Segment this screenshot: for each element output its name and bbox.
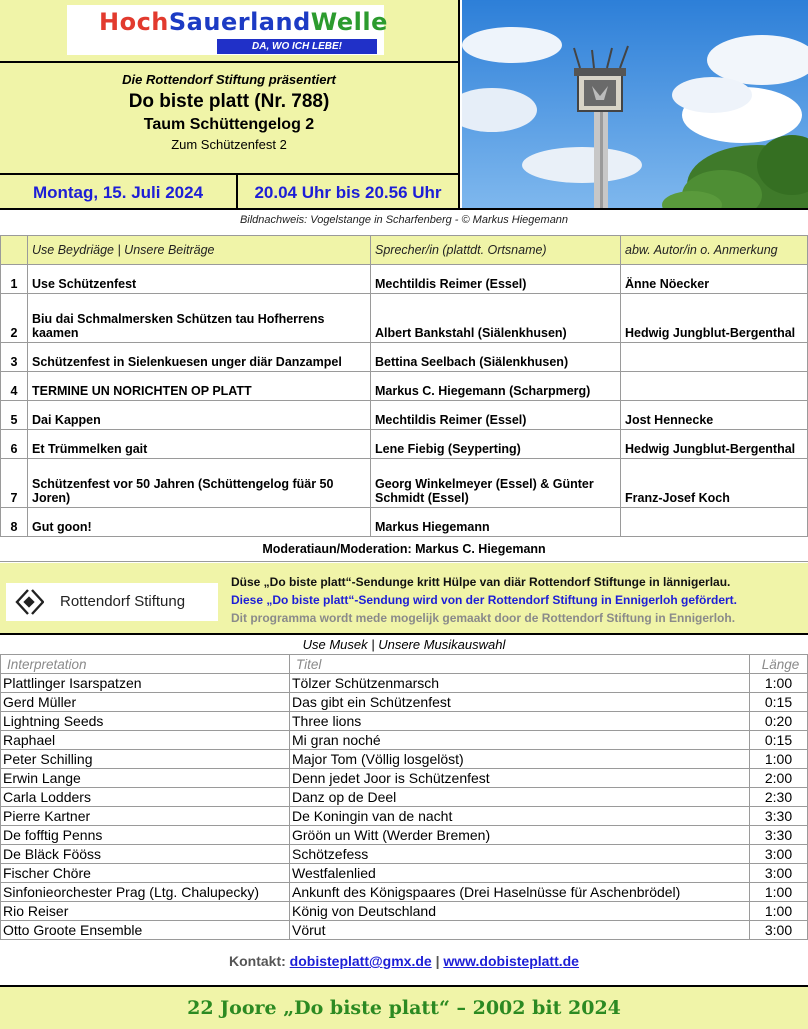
moderation-line: Moderatiaun/Moderation: Markus C. Hiegemann [0, 536, 808, 562]
header-cell-artist: Interpretation [1, 655, 290, 674]
song-title: De Koningin van de nacht [290, 807, 750, 826]
song-length: 1:00 [750, 883, 808, 902]
table-row [1, 265, 808, 294]
row-number: 4 [1, 372, 28, 401]
music-table-header [1, 655, 808, 674]
table-row [1, 826, 808, 845]
table-row [1, 294, 808, 343]
song-title: Denn jedet Joor is Schützenfest [290, 769, 750, 788]
artist: Peter Schilling [1, 750, 290, 769]
author-note: Änne Nöecker [621, 265, 808, 294]
contribution-title: Et Trümmelken gait [28, 430, 371, 459]
speaker: Mechtildis Reimer (Essel) [371, 401, 621, 430]
song-length: 0:15 [750, 731, 808, 750]
author-note [621, 343, 808, 372]
song-length: 1:00 [750, 674, 808, 693]
contribution-title: Schützenfest in Sielenkuesen unger diär Danzampel [28, 343, 371, 372]
speaker: Bettina Seelbach (Siälenkhusen) [371, 343, 621, 372]
song-length: 3:30 [750, 807, 808, 826]
artist: Pierre Kartner [1, 807, 290, 826]
row-number: 8 [1, 508, 28, 537]
table-row [1, 372, 808, 401]
table-row [1, 864, 808, 883]
artist: Rio Reiser [1, 902, 290, 921]
artist: De fofftig Penns [1, 826, 290, 845]
song-title: Tölzer Schützenmarsch [290, 674, 750, 693]
sponsor-line-dutch: Dit programma wordt mede mogelijk gemaakt door de Rottendorf Stiftung in Ennigerloh. [231, 611, 736, 625]
table-row [1, 674, 808, 693]
row-number: 1 [1, 265, 28, 294]
artist: Raphael [1, 731, 290, 750]
divider [0, 208, 808, 210]
contact-email-link[interactable]: dobisteplatt@gmx.de [289, 953, 432, 969]
table-row [1, 902, 808, 921]
artist: Gerd Müller [1, 693, 290, 712]
contact-separator: | [435, 953, 440, 969]
music-table [0, 654, 808, 940]
sponsor-logo [6, 583, 218, 621]
header-cell-title: Use Beydriäge | Unsere Beiträge [28, 236, 371, 265]
presenter-line: Die Rottendorf Stiftung präsentiert [122, 72, 336, 87]
speaker: Mechtildis Reimer (Essel) [371, 265, 621, 294]
photo-credit: Bildnachweis: Vogelstange in Scharfenberg - © Markus Hiegemann [239, 214, 569, 226]
sponsor-text [231, 573, 806, 627]
song-title: Schötzefess [290, 845, 750, 864]
table-row [1, 788, 808, 807]
table-row [1, 459, 808, 508]
station-slogan: DA, WO ICH LEBE! [217, 39, 377, 54]
song-title: Mi gran noché [290, 731, 750, 750]
episode-title: Taum Schüttengelog 2 [143, 116, 315, 133]
row-number: 2 [1, 294, 28, 343]
song-length: 3:00 [750, 921, 808, 940]
author-note: Franz-Josef Koch [621, 459, 808, 508]
song-title: König von Deutschland [290, 902, 750, 921]
song-title: Three lions [290, 712, 750, 731]
speaker: Georg Winkelmeyer (Essel) & Günter Schmidt (Essel) [371, 459, 621, 508]
artist: De Bläck Fööss [1, 845, 290, 864]
header-cell-num [1, 236, 28, 265]
contribution-title: Dai Kappen [28, 401, 371, 430]
table-row [1, 430, 808, 459]
song-title: Ankunft des Königspaares (Drei Haselnüsse für Aschenbrödel) [290, 883, 750, 902]
song-length: 0:15 [750, 693, 808, 712]
artist: Fischer Chöre [1, 864, 290, 883]
header-cell-length: Länge [750, 655, 808, 674]
song-length: 0:20 [750, 712, 808, 731]
header-photo [462, 0, 808, 210]
sponsor-line-platt: Düse „Do biste platt“-Sendunge kritt Hülpe van diär Rottendorf Stiftunge in lännigerlau. [231, 575, 731, 589]
anniversary-footer: 22 Joore „Do biste platt“ – 2002 bit 2024 [0, 985, 808, 1029]
song-title: Vörut [290, 921, 750, 940]
contribution-title: Use Schützenfest [28, 265, 371, 294]
song-length: 3:00 [750, 864, 808, 883]
contact-line [0, 953, 808, 969]
program-table [0, 235, 808, 537]
song-length: 1:00 [750, 902, 808, 921]
website-link[interactable]: www.dobisteplatt.de [443, 953, 579, 969]
row-number: 6 [1, 430, 28, 459]
table-row [1, 921, 808, 940]
broadcast-time: 20.04 Uhr bis 20.56 Uhr [254, 183, 442, 202]
station-logo-wordmark: HochSauerlandWelle [99, 8, 388, 36]
sponsor-diamond-icon [14, 588, 44, 616]
vogelstange-photo [462, 0, 808, 210]
sponsor-panel [0, 563, 808, 635]
song-length: 3:30 [750, 826, 808, 845]
table-row [1, 845, 808, 864]
author-note [621, 372, 808, 401]
header-cell-title: Titel [290, 655, 750, 674]
contribution-title: Biu dai Schmalmersken Schützen tau Hofherrens kaamen [28, 294, 371, 343]
broadcast-date: Montag, 15. Juli 2024 [0, 175, 238, 210]
row-number: 3 [1, 343, 28, 372]
artist: Sinfonieorchester Prag (Ltg. Chalupecky) [1, 883, 290, 902]
table-row [1, 807, 808, 826]
header [0, 0, 808, 210]
contact-label: Kontakt: [229, 953, 286, 969]
song-title: Gröön un Witt (Werder Bremen) [290, 826, 750, 845]
table-row [1, 883, 808, 902]
artist: Lightning Seeds [1, 712, 290, 731]
header-cell-speaker: Sprecher/in (plattdt. Ortsname) [371, 236, 621, 265]
table-row [1, 508, 808, 537]
table-row [1, 693, 808, 712]
artist: Erwin Lange [1, 769, 290, 788]
station-logo [67, 5, 388, 55]
row-number: 7 [1, 459, 28, 508]
author-note: Jost Hennecke [621, 401, 808, 430]
song-length: 2:30 [750, 788, 808, 807]
author-note: Hedwig Jungblut-Bergenthal [621, 430, 808, 459]
speaker: Markus C. Hiegemann (Scharpmerg) [371, 372, 621, 401]
table-row [1, 401, 808, 430]
sponsor-logo-text: Rottendorf Stiftung [60, 593, 186, 610]
song-title: Danz op de Deel [290, 788, 750, 807]
broadcast-date-row [0, 173, 460, 210]
table-row [1, 343, 808, 372]
contribution-title: TERMINE UN NORICHTEN OP PLATT [28, 372, 371, 401]
artist: Otto Groote Ensemble [1, 921, 290, 940]
song-title: Das gibt ein Schützenfest [290, 693, 750, 712]
header-cell-author: abw. Autor/in o. Anmerkung [621, 236, 808, 265]
author-note [621, 508, 808, 537]
row-number: 5 [1, 401, 28, 430]
table-row [1, 712, 808, 731]
table-row [1, 731, 808, 750]
song-title: Westfalenlied [290, 864, 750, 883]
song-length: 3:00 [750, 845, 808, 864]
speaker: Markus Hiegemann [371, 508, 621, 537]
table-row [1, 750, 808, 769]
song-title: Major Tom (Völlig losgelöst) [290, 750, 750, 769]
contribution-title: Schützenfest vor 50 Jahren (Schüttengelog füär 50 Joren) [28, 459, 371, 508]
artist: Carla Lodders [1, 788, 290, 807]
song-length: 1:00 [750, 750, 808, 769]
song-length: 2:00 [750, 769, 808, 788]
show-title: Do biste platt (Nr. 788) [128, 91, 330, 112]
speaker: Albert Bankstahl (Siälenkhusen) [371, 294, 621, 343]
artist: Plattlinger Isarspatzen [1, 674, 290, 693]
header-info-panel [0, 0, 460, 210]
speaker: Lene Fiebig (Seyperting) [371, 430, 621, 459]
episode-occasion: Zum Schützenfest 2 [171, 137, 287, 152]
program-table-header [1, 236, 808, 265]
author-note: Hedwig Jungblut-Bergenthal [621, 294, 808, 343]
show-info [0, 72, 458, 152]
divider [0, 61, 460, 63]
sponsor-line-german: Diese „Do biste platt“-Sendung wird von der Rottendorf Stiftung in Ennigerloh gefördert. [231, 593, 737, 607]
music-heading: Use Musek | Unsere Musikauswahl [302, 637, 506, 652]
contribution-title: Gut goon! [28, 508, 371, 537]
table-row [1, 769, 808, 788]
